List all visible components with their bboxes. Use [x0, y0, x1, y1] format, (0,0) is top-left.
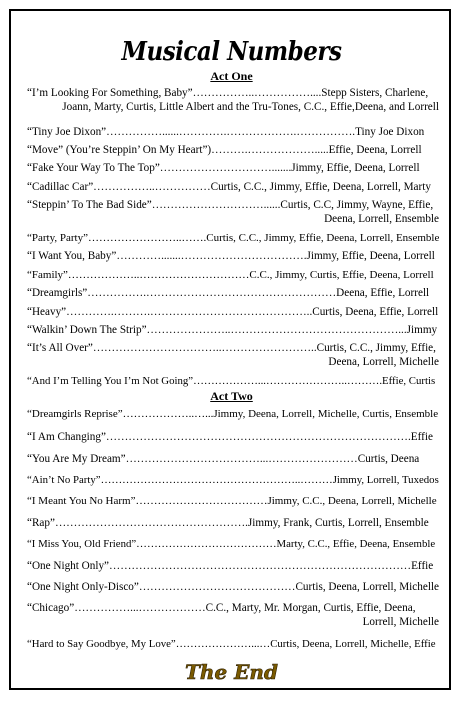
song-line: “Steppin’ To The Bad Side”…………………………......Curtis, C.C, Jimmy, Wayne, Effie,	[27, 199, 434, 211]
song-entry	[27, 341, 439, 369]
song-line: “You Are My Dream”………………………………...……………………Curtis, Deena	[27, 453, 420, 465]
song-entry	[27, 231, 439, 245]
song-line: “Dreamgirls”…………….……………………………………………Deena, Effie, Lorrell	[27, 287, 430, 299]
song-entry	[27, 249, 439, 263]
act-one-heading: Act One	[210, 69, 253, 83]
song-line: “One Night Only-Disco”……………………………………Curtis, Deena, Lorrell, Michelle	[27, 581, 439, 593]
song-line: “Fake Your Way To The Top”………………………….......Jimmy, Effie, Deena, Lorrell	[27, 162, 420, 174]
song-line: “And I’m Telling You I’m Not Going”………………...…………………..……….Effie, Curtis	[27, 375, 436, 387]
song-line-continued: Deena, Lorrell, Ensemble	[324, 213, 439, 225]
song-line: “I Miss You, Old Friend”…………………………………Marty, C.C., Effie, Deena, Ensemble	[27, 538, 436, 550]
song-line: “Move” (You’re Steppin’ On My Heart”)……….……………….....Effie, Deena, Lorrell	[27, 144, 422, 156]
song-line: “Cadillac Car”……………..……………Curtis, C.C., Jimmy, Effie, Deena, Lorrell, Marty	[27, 181, 431, 193]
song-entry	[27, 305, 439, 319]
song-entry	[27, 637, 439, 651]
song-entry	[27, 407, 439, 421]
song-entry	[27, 601, 439, 629]
song-entry	[27, 268, 439, 282]
page-title: Musical Numbers	[121, 35, 342, 68]
song-line-continued: Joann, Marty, Curtis, Little Albert and the Tru-Tones, C.C., Effie,Deena, and Lorrell	[62, 101, 439, 113]
song-entry	[27, 580, 439, 594]
song-entry	[27, 86, 439, 114]
the-end-footer: The End	[185, 660, 278, 684]
song-entry	[27, 494, 439, 508]
song-line: “I Want You, Baby”………….......…………………………….Jimmy, Effie, Deena, Lorrell	[27, 250, 435, 262]
song-line: “Family”………………..…………………………C.C., Jimmy, Curtis, Effie, Deena, Lorrell	[27, 269, 434, 281]
song-line: “Walkin’ Down The Strip”…………………..………………………………………...Jimmy	[27, 324, 438, 336]
song-line: “I Am Changing”……………………………………………………………………….Effie	[27, 431, 433, 443]
song-entry	[27, 430, 439, 444]
song-line: “Heavy”………….……….……………………………………..Curtis, Deena, Effie, Lorrell	[27, 306, 439, 318]
song-line: “I Meant You No Harm”………………………………Jimmy, C.C., Deena, Lorrell, Michelle	[27, 495, 437, 507]
song-line: “Party, Party”……………………..…….Curtis, C.C., Jimmy, Effie, Deena, Lorrell, Ensemble	[27, 232, 440, 244]
song-line: “Hard to Say Goodbye, My Love”…………………...…Curtis, Deena, Lorrell, Michelle, Effie	[27, 638, 436, 650]
song-entry	[27, 198, 439, 226]
song-line: “Dreamgirls Reprise”………………..…...Jimmy, Deena, Lorrell, Michelle, Curtis, Ensemble	[27, 408, 439, 420]
song-entry	[27, 125, 439, 139]
song-entry	[27, 143, 439, 157]
song-entry	[27, 452, 439, 466]
act-two-heading: Act Two	[210, 389, 253, 403]
song-entry	[27, 516, 439, 530]
song-line-continued: Lorrell, Michelle	[362, 616, 439, 628]
song-entry	[27, 180, 439, 194]
song-line: “Tiny Joe Dixon”……………......………….……………….…………….Tiny Joe Dixon	[27, 126, 425, 138]
song-line: “Ain’t No Party”………………………………………………..………Jimmy, Lorrell, Tuxedos	[27, 474, 439, 486]
song-line: “I’m Looking For Something, Baby”……………..……………....Stepp Sisters, Charlene,	[27, 87, 429, 99]
song-entry	[27, 537, 439, 551]
song-entry	[27, 559, 439, 573]
song-entry	[27, 323, 439, 337]
song-line: “Chicago”……………...………………C.C., Marty, Mr. Morgan, Curtis, Effie, Deena,	[27, 602, 416, 614]
song-line: “It’s All Over”……………………………..……………………..Curtis, C.C., Jimmy, Effie,	[27, 342, 436, 354]
song-entry	[27, 473, 439, 487]
song-line: “Rap”…………………………………………….Jimmy, Frank, Curtis, Lorrell, Ensemble	[27, 517, 429, 529]
song-entry	[27, 161, 439, 175]
song-entry	[27, 374, 439, 388]
song-entry	[27, 286, 439, 300]
song-line: “One Night Only”………………………………………………………………………Effie	[27, 560, 434, 572]
song-line-continued: Deena, Lorrell, Michelle	[328, 356, 439, 368]
